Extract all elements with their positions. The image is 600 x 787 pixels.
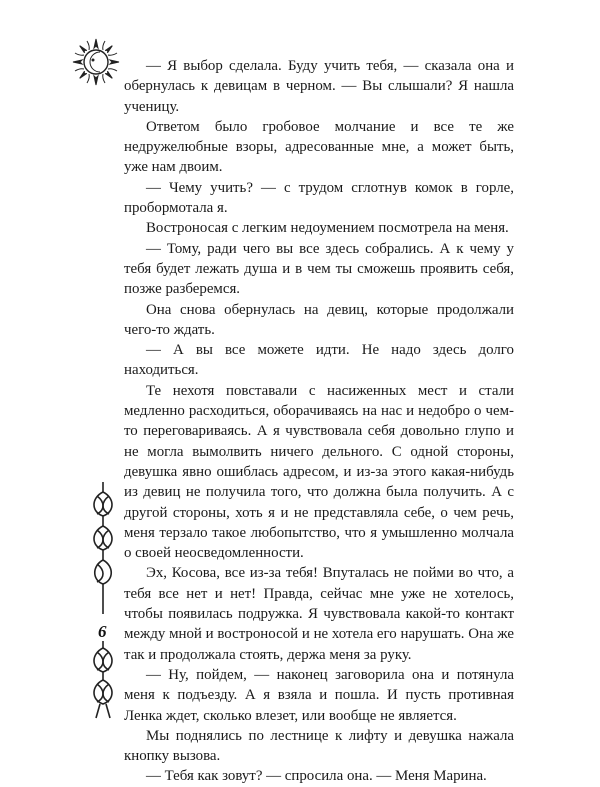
paragraph-11: Мы поднялись по лестнице к лифту и девушка нажала кнопку вызова. <box>124 727 514 765</box>
paragraph-4: Востроносая с легким недоумением посмотрела на меня. <box>146 220 509 237</box>
paragraph-8: Те нехотя повставали с насиженных мест и стали медленно расходиться, оборачиваясь на нас и недобро о чем-то переговариваясь. А я чувствовала себя довольно глупо и не могла вымолвить ничего дельного. С одной стороны, девушка явно ошиблась адресом, и из-за этого какая-нибудь из девиц не получила того, что должна была получить. А с другой стороны, хоть я и не представляла себе, о чем речь, меня терзало такое любопытство, что я умышленно молчала о своей неосведомленности. <box>124 382 514 562</box>
sun-moon-icon <box>72 38 120 86</box>
paragraph-3: — Чему учить? — с трудом сглотнув комок в горле, пробормотала я. <box>124 179 514 217</box>
paragraph-6: Она снова обернулась на девиц, которые продолжали чего-то ждать. <box>124 301 514 338</box>
paragraph-10: — Ну, пойдем, — наконец заговорила она и потянула меня к подъезду. А я взяла и пошла. И пусть противная Ленка ждет, сколько влезет, или вообще не является. <box>124 666 514 724</box>
paragraph-9: Эх, Косова, все из-за тебя! Впуталась не пойми во что, а тебя все нет и нет! Правда, сейчас мне уже не хотелось, чтобы появилась подружка. Я чувствовала какой-то контакт между мной и востроносой и не хотела его нарушать. Она же так и продолжала стоять, держа меня за руку. <box>124 565 514 663</box>
rope-knots-icon <box>88 482 118 722</box>
paragraph-12: — Тебя как зовут? — спросила она. — Меня Марина. <box>146 768 487 785</box>
paragraph-2: Ответом было гробовое молчание и все те же недружелюбные взоры, адресованные мне, а может быть, уже нам двоим. <box>124 118 514 176</box>
body-text <box>124 56 514 787</box>
paragraph-7: — А вы все можете идти. Не надо здесь долго находиться. <box>124 342 514 379</box>
paragraph-5: — Тому, ради чего вы все здесь собрались. А к чему у тебя будет лежать душа и в чем ты сможешь проявить себя, позже разберемся. <box>124 240 514 298</box>
paragraph-1: — Я выбор сделала. Буду учить тебя, — сказала она и обернулась к девицам в черном. — Вы слышали? Я нашла ученицу. <box>124 58 514 115</box>
page-number: 6 <box>98 622 107 641</box>
